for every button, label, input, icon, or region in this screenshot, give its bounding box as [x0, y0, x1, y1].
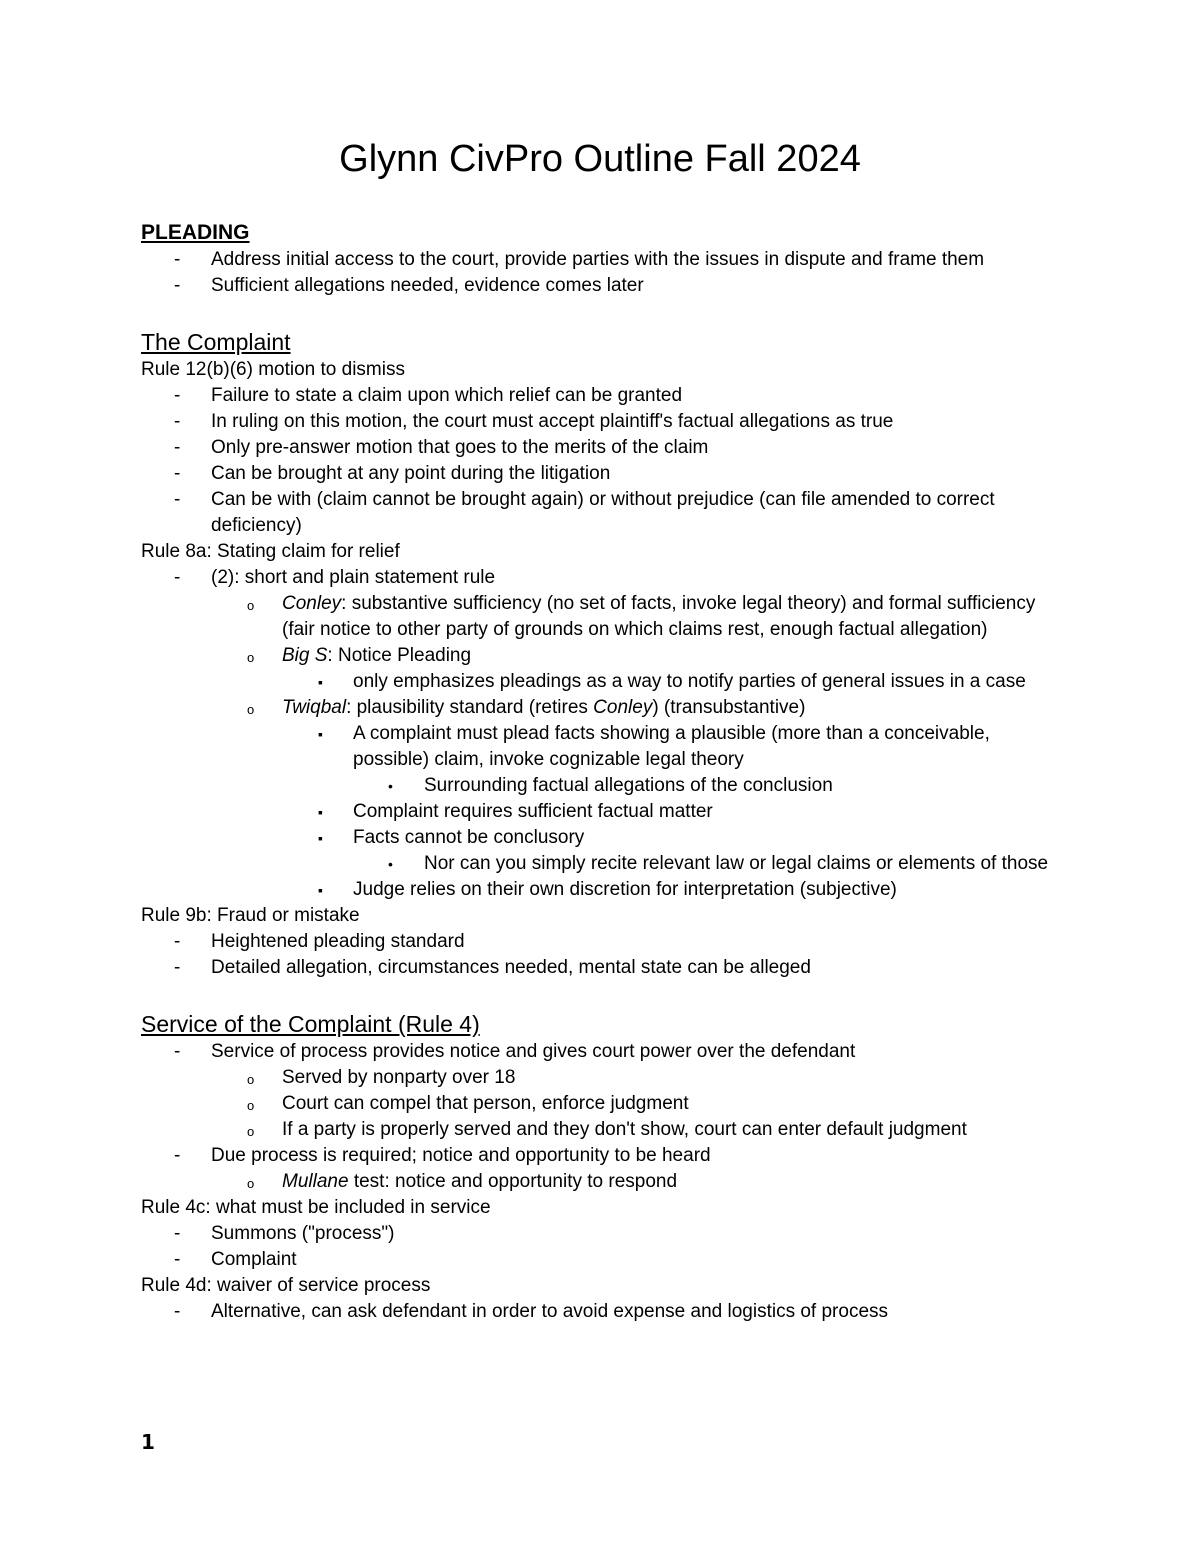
rule-12-label: Rule 12(b)(6) motion to dismiss — [141, 359, 405, 380]
list-item: ▪ A complaint must plead facts showing a plausible (more than a conceivable, possible) claim, invoke cognizable legal theory — [318, 723, 990, 770]
square-marker: ▪ — [318, 804, 323, 820]
list-item-twiqbal: o Twiqbal: plausibility standard (retires Conley) (transubstantive) — [141, 695, 1061, 721]
square-marker: ▪ — [318, 726, 323, 742]
list-item: o If a party is properly served and they don't show, court can enter default judgment — [141, 1117, 1061, 1143]
case-name: Big S — [282, 645, 328, 666]
list-item: - Alternative, can ask defendant in order to avoid expense and logistics of process — [141, 1299, 1061, 1325]
list-item: ▪ Judge relies on their own discretion for interpretation (subjective) — [141, 877, 1061, 903]
list-item: - Sufficient allegations needed, evidence comes later — [141, 273, 1061, 299]
rule-4d-list — [141, 1299, 1061, 1325]
rule-4c-label: Rule 4c: what must be included in service — [141, 1197, 491, 1218]
dash-marker: - — [174, 957, 181, 978]
rule-4d-label: Rule 4d: waiver of service process — [141, 1275, 431, 1296]
list-item: - Address initial access to the court, provide parties with the issues in dispute and frame them — [141, 247, 1061, 273]
dash-marker: - — [174, 1223, 181, 1244]
list-item: • Surrounding factual allegations of the conclusion — [141, 773, 1061, 799]
circle-marker: o — [247, 1124, 255, 1139]
dash-marker: - — [174, 463, 181, 484]
list-item: - (2): short and plain statement rule — [141, 565, 1061, 591]
rule-9b-label: Rule 9b: Fraud or mistake — [141, 905, 360, 926]
rule-8a-label: Rule 8a: Stating claim for relief — [141, 541, 400, 562]
dash-marker: - — [174, 249, 181, 270]
list-item: - Service of process provides notice and gives court power over the defendant — [141, 1039, 1061, 1065]
square-marker: ▪ — [318, 674, 323, 690]
list-item-mullane: o Mullane test: notice and opportunity to respond — [141, 1169, 1061, 1195]
dash-marker: - — [174, 437, 181, 458]
list-item-big-s: o Big S: Notice Pleading — [141, 643, 1061, 669]
list-item: - Complaint — [141, 1247, 1061, 1273]
circle-marker: o — [247, 598, 255, 613]
circle-marker: o — [247, 1072, 255, 1087]
dash-marker: - — [174, 1249, 181, 1270]
service-list — [141, 1039, 1061, 1195]
list-item: - Can be with (claim cannot be brought again) or without prejudice (can file amended to correct deficiency) — [174, 489, 995, 536]
list-item: - Failure to state a claim upon which relief can be granted — [141, 383, 1061, 409]
list-item: - Only pre-answer motion that goes to the merits of the claim — [141, 435, 1061, 461]
rule-9b-list — [141, 929, 1061, 981]
list-item-conley: o Conley: substantive sufficiency (no set of facts, invoke legal theory) and formal sufficiency (fair notice to other party of grounds on which claims rest, enough factual allegation) — [247, 593, 1036, 640]
list-item: ▪ Complaint requires sufficient factual matter — [141, 799, 1061, 825]
dot-marker: • — [388, 778, 393, 794]
list-item: - Due process is required; notice and opportunity to be heard — [141, 1143, 1061, 1169]
dash-marker: - — [174, 1041, 181, 1062]
dash-marker: - — [174, 1145, 181, 1166]
outline-body — [141, 219, 1061, 1325]
list-item: - In ruling on this motion, the court must accept plaintiff's factual allegations as true — [141, 409, 1061, 435]
dash-marker: - — [174, 931, 181, 952]
dash-marker: - — [174, 411, 181, 432]
case-name: Conley — [593, 697, 653, 718]
square-marker: ▪ — [318, 882, 323, 898]
rule-4c-list — [141, 1221, 1061, 1273]
dash-marker: - — [174, 567, 181, 588]
list-item: - Heightened pleading standard — [141, 929, 1061, 955]
rule-12-list — [141, 383, 1061, 539]
dash-marker: - — [174, 1301, 181, 1322]
case-name: Mullane — [282, 1171, 349, 1192]
complaint-heading: The Complaint — [141, 329, 291, 355]
dot-marker: • — [388, 856, 393, 872]
list-item: o Served by nonparty over 18 — [141, 1065, 1061, 1091]
dash-marker: - — [174, 275, 181, 296]
dash-marker: - — [174, 385, 181, 406]
list-item: - Can be brought at any point during the litigation — [141, 461, 1061, 487]
dash-marker: - — [174, 489, 181, 510]
list-item: - Detailed allegation, circumstances needed, mental state can be alleged — [141, 955, 1061, 981]
circle-marker: o — [247, 650, 255, 665]
list-item: ▪ Facts cannot be conclusory — [141, 825, 1061, 851]
case-name: Conley — [282, 593, 342, 614]
pleading-heading: PLEADING — [141, 221, 250, 244]
page-number: 1 — [141, 1430, 155, 1454]
document-title: Glynn CivPro Outline Fall 2024 — [339, 138, 861, 180]
case-name: Twiqbal — [282, 697, 347, 718]
rule-8a-list — [141, 565, 1061, 903]
square-marker: ▪ — [318, 830, 323, 846]
circle-marker: o — [247, 1098, 255, 1113]
circle-marker: o — [247, 702, 255, 717]
circle-marker: o — [247, 1176, 255, 1191]
list-item: • Nor can you simply recite relevant law or legal claims or elements of those — [141, 851, 1061, 877]
list-item: - Summons ("process") — [141, 1221, 1061, 1247]
list-item: ▪ only emphasizes pleadings as a way to notify parties of general issues in a case — [141, 669, 1061, 695]
service-heading: Service of the Complaint (Rule 4) — [141, 1011, 480, 1037]
list-item: o Court can compel that person, enforce judgment — [141, 1091, 1061, 1117]
pleading-list — [141, 247, 1061, 299]
